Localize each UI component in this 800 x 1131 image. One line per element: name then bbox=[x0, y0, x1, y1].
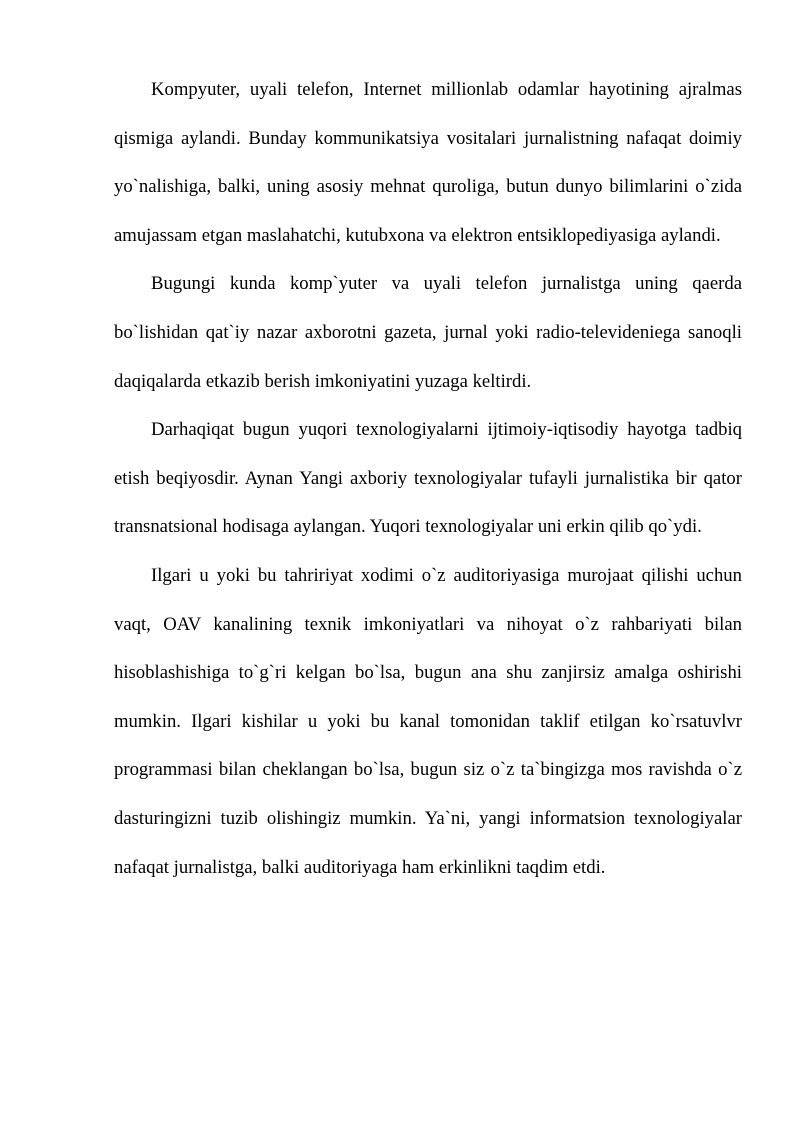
paragraph-1: Kompyuter, uyali telefon, Internet millionlab odamlar hayotining ajralmas qismiga aylandi. Bunday kommunikatsiya vositalari jurnalistning nafaqat doimiy yo`nalishiga, balki, uning asosiy mehnat quroliga, butun dunyo bilimlarini o`zida amujassam etgan maslahatchi, kutubxona va elektron entsiklopediyasiga aylandi. bbox=[114, 79, 742, 246]
paragraph-4: Ilgari u yoki bu tahririyat xodimi o`z auditoriyasiga murojaat qilishi uchun vaqt, OAV kanalining texnik imkoniyatlari va nihoyat o`z rahbariyati bilan hisoblashishiga to`g`ri kelgan bo`lsa, bugun ana shu zanjirsiz amalga oshirishi mumkin. Ilgari kishilar u yoki bu kanal tomonidan taklif etilgan ko`rsatuvlvr programmasi bilan cheklangan bo`lsa, bugun siz o`z ta`bingizga mos ravishda o`z dasturingizni tuzib olishingiz mumkin. Ya`ni, yangi informatsion texnologiyalar nafaqat jurnalistga, balki auditoriyaga ham erkinlikni taqdim etdi. bbox=[114, 564, 742, 878]
paragraph-2: Bugungi kunda komp`yuter va uyali telefon jurnalistga uning qaerda bo`lishidan qat`iy nazar axborotni gazeta, jurnal yoki radio-televideniega sanoqli daqiqalarda etkazib berish imkoniyatini yuzaga keltirdi. bbox=[114, 273, 742, 392]
document-page bbox=[114, 66, 742, 892]
paragraph-3: Darhaqiqat bugun yuqori texnologiyalarni ijtimoiy-iqtisodiy hayotga tadbiq etish beqiyosdir. Aynan Yangi axboriy texnologiyalar tufayli jurnalistika bir qator transnatsional hodisaga aylangan. Yuqori texnologiyalar uni erkin qilib qo`ydi. bbox=[114, 419, 742, 538]
